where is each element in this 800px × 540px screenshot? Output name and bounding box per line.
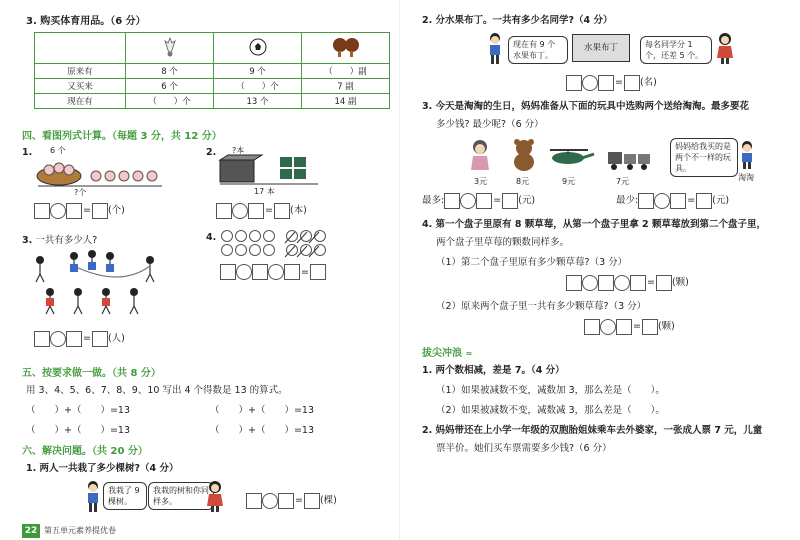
- r-q4-line2: 两个盘子里草莓的颗数同样多。: [436, 237, 570, 248]
- answer-box[interactable]: [278, 493, 294, 509]
- speech-bubble-1: 我栽了 9棵树。: [103, 482, 147, 510]
- operator-circle[interactable]: [262, 493, 278, 509]
- table-row: 又买来 6 个 （ ）个 7 副: [35, 79, 390, 94]
- r-q4-sub2: （2）原来两个盘子里一共有多少颗草莓?（3 分）: [436, 301, 647, 312]
- p1-top-label: 6 个: [50, 146, 66, 155]
- toys-icon: [468, 138, 658, 174]
- price-doll: 3元: [474, 177, 488, 186]
- paddle-icon: [302, 33, 390, 64]
- crossed-circles-icon: [284, 231, 334, 259]
- speech-bubble-2: 我栽的树和你同样多。: [148, 482, 214, 510]
- boy-figure-icon: [84, 480, 102, 514]
- table-row: 现在有 （ ）个 13 个 14 副: [35, 94, 390, 109]
- answer-box[interactable]: [220, 264, 236, 280]
- answer-box[interactable]: [246, 493, 262, 509]
- r-q2-answer-row: = (名): [566, 74, 657, 91]
- table-row: 原来有 8 个 9 个 （ ）副: [35, 64, 390, 79]
- r-q3-line1: 3. 今天是淘淘的生日，妈妈准备从下面的玩具中选购两个送给淘淘。最多要花: [422, 101, 750, 112]
- r-q2-title: 2. 分水果布丁。一共有多少名同学?（4 分）: [422, 15, 613, 26]
- section6-title: 六、解决问题。（共 20 分）: [22, 446, 148, 457]
- price-helicopter: 9元: [562, 177, 576, 186]
- r-q3-line2: 多少钱? 最少呢?（6 分）: [436, 119, 544, 130]
- operator-circle[interactable]: [600, 319, 616, 335]
- wave-icon: ≈: [465, 349, 473, 358]
- answer-box[interactable]: [598, 75, 614, 91]
- r-q4-sub2-answer: = (颗): [584, 318, 675, 335]
- answer-box[interactable]: [598, 275, 614, 291]
- operator-circle[interactable]: [460, 193, 476, 209]
- operator-circle[interactable]: [232, 203, 248, 219]
- operator-circle[interactable]: [50, 331, 66, 347]
- most-row: 最多: = (元): [422, 192, 535, 209]
- answer-box[interactable]: [670, 193, 686, 209]
- r-q4-sub1-answer: = (颗): [566, 274, 689, 291]
- answer-box[interactable]: [66, 331, 82, 347]
- p2-top-label: ?本: [232, 146, 245, 155]
- kid-name: 淘淘: [738, 173, 754, 182]
- challenge-q1: 1. 两个数相减，差是 7。（4 分）: [422, 365, 565, 376]
- p2-num: 2.: [206, 147, 217, 158]
- answer-box[interactable]: [274, 203, 290, 219]
- answer-box[interactable]: [476, 193, 492, 209]
- page-divider: [399, 0, 400, 540]
- speech-bubble-share: 每名同学分 1 个，还差 5 个。: [640, 36, 712, 64]
- challenge-q2-line2: 票半价。她们买车票需要多少钱?（6 分）: [436, 443, 612, 454]
- s6-q1: 1. 两人一共栽了多少棵树?（4 分）: [26, 463, 179, 474]
- answer-box[interactable]: [34, 331, 50, 347]
- answer-box[interactable]: [624, 75, 640, 91]
- speech-bubble-pudding: 现在有 9 个水果布丁。: [508, 36, 568, 64]
- operator-circle[interactable]: [50, 203, 66, 219]
- peach-basket-icon: [34, 156, 164, 188]
- speech-bubble-taotao: 妈妈给我买的是两个不一样的玩具。: [670, 138, 738, 177]
- section5-instruction: 用 3、4、5、6、7、8、9、10 写出 4 个得数是 13 的算式。: [26, 385, 288, 396]
- answer-box[interactable]: [566, 275, 582, 291]
- answer-box[interactable]: [310, 264, 326, 280]
- answer-box[interactable]: [248, 203, 264, 219]
- girl-figure-icon: [206, 480, 224, 514]
- section5-title: 五、按要求做一做。（共 8 分）: [22, 368, 161, 379]
- q3-title: 3. 购买体育用品。（6 分）: [26, 16, 146, 27]
- answer-box[interactable]: [34, 203, 50, 219]
- eq-blank-2[interactable]: （ ）+（ ）=13: [210, 405, 315, 416]
- boy-figure-icon: [486, 32, 504, 66]
- eq-blank-1[interactable]: （ ）+（ ）=13: [26, 405, 131, 416]
- p1-num: 1.: [22, 147, 33, 158]
- p2-bottom-label: 17 本: [254, 187, 275, 196]
- operator-circle[interactable]: [268, 264, 284, 280]
- page-number: 22: [22, 524, 40, 538]
- answer-box[interactable]: [566, 75, 582, 91]
- price-bear: 8元: [516, 177, 530, 186]
- p4-answer-row: =: [220, 264, 326, 280]
- footer-label: 第五单元素养提优卷: [44, 526, 116, 535]
- eq-blank-4[interactable]: （ ）+（ ）=13: [210, 425, 315, 436]
- eq-blank-3[interactable]: （ ）+（ ）=13: [26, 425, 131, 436]
- answer-box[interactable]: [656, 275, 672, 291]
- answer-box[interactable]: [92, 203, 108, 219]
- boy-figure-icon: [738, 140, 756, 170]
- p4-num: 4.: [206, 232, 217, 243]
- answer-box[interactable]: [304, 493, 320, 509]
- challenge-title: 拔尖冲浪 ≈: [422, 348, 473, 359]
- answer-box[interactable]: [696, 193, 712, 209]
- p3-answer-row: = (人): [34, 330, 125, 347]
- section4-title: 四、看图列式计算。（每题 3 分，共 12 分）: [22, 131, 222, 142]
- shuttlecock-icon: [126, 33, 214, 64]
- operator-circle[interactable]: [582, 275, 598, 291]
- answer-box[interactable]: [630, 275, 646, 291]
- s6-q1-answer-row: = (棵): [246, 492, 337, 509]
- answer-box[interactable]: [584, 319, 600, 335]
- sports-table: [34, 32, 390, 109]
- r-q4-sub1: （1）第二个盘子里原有多少颗草莓?（3 分）: [436, 257, 628, 268]
- girl-figure-icon: [716, 32, 734, 66]
- pudding-box: 水果布丁: [572, 34, 630, 62]
- challenge-q1b[interactable]: （2）如果被减数不变，减数减 3，那么差是（ ）。: [436, 405, 665, 416]
- answer-box[interactable]: [284, 264, 300, 280]
- answer-box[interactable]: [502, 193, 518, 209]
- challenge-q2-line1: 2. 妈妈带还在上小学一年级的双胞胎姐妹乘车去外婆家，一张成人票 7 元，儿童: [422, 425, 763, 436]
- answer-box[interactable]: [638, 193, 654, 209]
- operator-circle[interactable]: [582, 75, 598, 91]
- p3-question: 3. 一共有多少人?: [22, 235, 98, 246]
- answer-box[interactable]: [92, 331, 108, 347]
- answer-box[interactable]: [252, 264, 268, 280]
- answer-box[interactable]: [642, 319, 658, 335]
- challenge-q1a[interactable]: （1）如果被减数不变，减数加 3，那么差是（ ）。: [436, 385, 665, 396]
- p2-answer-row: = (本): [216, 202, 307, 219]
- children-playing-icon: [30, 248, 170, 318]
- answer-box[interactable]: [444, 193, 460, 209]
- operator-circle[interactable]: [614, 275, 630, 291]
- book-box-icon: [218, 154, 328, 186]
- answer-box[interactable]: [66, 203, 82, 219]
- answer-box[interactable]: [616, 319, 632, 335]
- r-q4-line1: 4. 第一个盘子里原有 8 颗草莓，从第一个盘子里拿 2 颗草莓放到第二个盘子里，: [422, 219, 766, 230]
- operator-circle[interactable]: [654, 193, 670, 209]
- p1-answer-row: = (个): [34, 202, 125, 219]
- football-icon: [214, 33, 302, 64]
- answer-box[interactable]: [216, 203, 232, 219]
- p1-bottom-label: ?个: [74, 188, 87, 197]
- price-train: 7元: [616, 177, 630, 186]
- operator-circle[interactable]: [236, 264, 252, 280]
- least-row: 最少: = (元): [616, 192, 729, 209]
